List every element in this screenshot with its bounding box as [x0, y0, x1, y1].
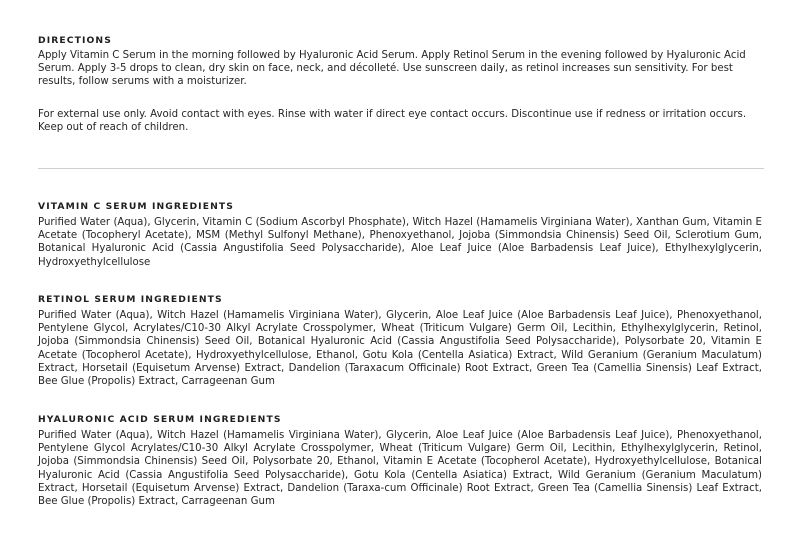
retinol-ingredients-heading: RETINOL SERUM INGREDIENTS [38, 294, 223, 305]
hyaluronic-acid-ingredients-heading: HYALURONIC ACID SERUM INGREDIENTS [38, 414, 282, 425]
vitamin-c-ingredients-text: Purified Water (Aqua), Glycerin, Vitamin C (Sodium Ascorbyl Phosphate), Witch Hazel (Hamamelis Virginiana Water), Xanthan Gum, Vitamin E Acetate (Tocopheryl Acetate), MSM (Methyl Sulfonyl Methane), Phenoxyethanol, Jojoba (Simmondsia Chinensis) Seed Oil, Sclerotium Gum, Botanical Hyaluronic Acid (Cassia Angustifolia Seed Polysaccharide), Aloe Leaf Juice (Aloe Barbadensis Leaf Juice), Ethylhexylglycerin, Hydroxyethylcellulose [38, 217, 762, 268]
directions-heading: DIRECTIONS [38, 35, 112, 46]
section-divider [38, 168, 764, 169]
hyaluronic-acid-ingredients-text: Purified Water (Aqua), Witch Hazel (Hamamelis Virginiana Water), Glycerin, Aloe Leaf Juice (Aloe Barbadensis Leaf Juice), Phenoxyethanol, Pentylene Glycol Acrylates/C10-30 Alkyl Acrylate Crosspolymer, Wheat (Triticum Vulgare) Germ Oil, Lecithin, Ethylhexylglycerin, Retinol, Jojoba (Simmondsia Chinensis) Seed Oil, Polysorbate 20, Ethanol, Vitamin E Acetate (Tocopherol Acetate), Hydroxyethylcellulose, Botanical Hyaluronic Acid (Cassia Angustifolia Seed Polysaccharide), Gotu Kola (Centella Asiatica) Extract, Wild Geranium (Geranium Maculatum) Extract, Horsetail (Equisetum Arvense) Extract, Dandelion (Taraxa-cum Officinale) Root Extract, Green Tea (Camellia Sinensis) Leaf Extract, Bee Glue (Propolis) Extract, Carrageenan Gum [38, 430, 762, 508]
vitamin-c-ingredients-heading: VITAMIN C SERUM INGREDIENTS [38, 201, 234, 212]
warning-text: For external use only. Avoid contact with eyes. Rinse with water if direct eye contact occurs. Discontinue use if redness or irritation occurs. Keep out of reach of children. [38, 109, 747, 134]
retinol-ingredients-text: Purified Water (Aqua), Witch Hazel (Hamamelis Virginiana Water), Glycerin, Aloe Leaf Juice (Aloe Barbadensis Leaf Juice), Phenoxyethanol, Pentylene Glycol, Acrylates/C10-30 Alkyl Acrylate Crosspolymer, Wheat (Triticum Vulgare) Germ Oil, Lecithin, Ethylhexylglycerin, Retinol, Jojoba (Simmondsia Chinensis) Seed Oil, Botanical Hyaluronic Acid (Cassia Angustifolia Seed Polysaccharide), Polysorbate 20, Vitamin E Acetate (Tocopherol Acetate), Hydroxyethylcellulose, Ethanol, Gotu Kola (Centella Asiatica) Extract, Wild Geranium (Geranium Maculatum) Extract, Horsetail (Equisetum Arvense) Extract, Dandelion (Taraxacum Officinale) Root Extract, Green Tea (Camellia Sinensis) Leaf Extract, Bee Glue (Propolis) Extract, Carrageenan Gum [38, 310, 762, 388]
directions-text: Apply Vitamin C Serum in the morning followed by Hyaluronic Acid Serum. Apply Retinol Serum in the evening followed by Hyaluronic Acid Serum. Apply 3-5 drops to clean, dry skin on face, neck, and décolleté. Use sunscreen daily, as retinol increases sun sensitivity. For best results, follow serums with a moisturizer. [38, 50, 746, 88]
